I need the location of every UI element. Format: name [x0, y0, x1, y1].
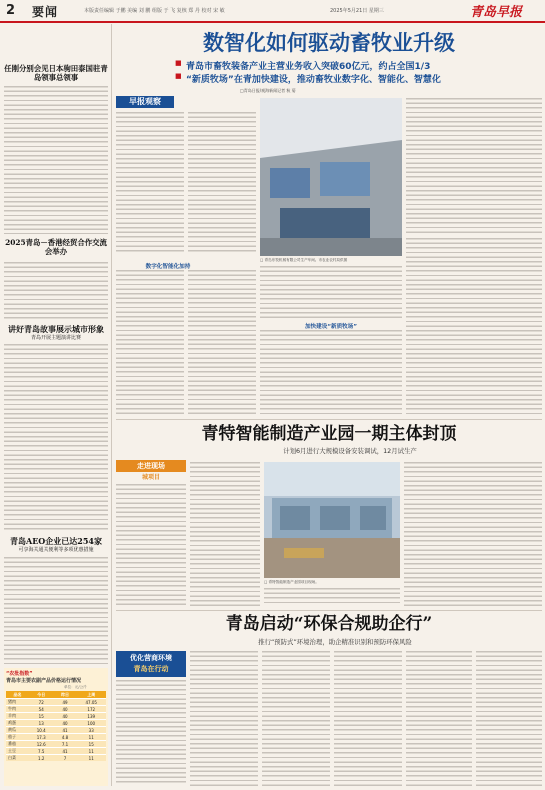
third-body-col3 — [262, 651, 330, 786]
third-body-col4 — [334, 651, 402, 786]
lead-photo-caption: □ 青岛东牧机械有限公司生产车间。市农业农村局供图 — [260, 258, 348, 262]
lead-body-col3 — [406, 98, 542, 234]
headline-hk-trade: 2025青岛－香港经贸合作交流会举办 — [5, 238, 107, 256]
agri-row — [6, 699, 106, 706]
agri-item-name: 黄瓜 — [6, 727, 29, 734]
subhead-speech: 青岛开展主题演讲比赛 — [30, 335, 81, 341]
second-photo-caption: □ 青特智能制造产业园项目现场。 — [264, 580, 319, 584]
agri-item-name: 羊肉 — [6, 713, 29, 720]
column-tag-onsite: 走进现场 — [116, 460, 186, 472]
second-body-col1 — [116, 484, 186, 606]
agri-col-header: 今日 — [29, 691, 54, 699]
agri-price-cell: 11 — [76, 734, 106, 741]
tag-line-1: 优化营商环境 — [130, 654, 172, 662]
story-divider — [116, 610, 542, 611]
agri-item-name: 土豆 — [6, 748, 29, 755]
agri-price-box — [4, 668, 108, 786]
bullet-icon: ■ — [175, 72, 182, 80]
agri-price-cell: 47.05 — [76, 699, 106, 706]
lead-body-col1 — [116, 112, 184, 252]
agri-price-cell: 40 — [54, 706, 77, 713]
industrial-park-photo — [264, 462, 400, 578]
agri-col-header: 上周 — [76, 691, 106, 699]
agri-price-cell: 13 — [29, 720, 54, 727]
agri-item-name: 白菜 — [6, 755, 29, 762]
agri-row — [6, 734, 106, 741]
agri-row — [6, 748, 106, 755]
agri-col-header: 昨日 — [54, 691, 77, 699]
agri-badge: “农批指数” — [6, 671, 33, 677]
agri-price-cell: 1.2 — [29, 755, 54, 762]
agri-row — [6, 713, 106, 720]
second-body-col4 — [404, 462, 542, 606]
agri-item-name: 茄子 — [6, 734, 29, 741]
agri-price-cell: 11 — [76, 755, 106, 762]
agri-item-name: 番茄 — [6, 741, 29, 748]
article-meeting-body — [4, 86, 108, 234]
agri-price-cell: 11 — [76, 748, 106, 755]
lead-byline: □青岛日报/观海新闻记者 秋 菊 — [240, 88, 296, 93]
lead-headline: 数智化如何驱动畜牧业升级 — [203, 30, 455, 55]
third-body-col2 — [190, 651, 258, 786]
agri-item-name: 猪肉 — [6, 699, 29, 706]
agri-price-cell: 54 — [29, 706, 54, 713]
lead-body-col5 — [116, 270, 184, 414]
issue-date: 2025年5月21日 星期三 — [330, 8, 384, 14]
bullet-icon: ■ — [175, 59, 182, 67]
lead-body-col8 — [260, 330, 402, 414]
third-body-col6 — [476, 651, 542, 786]
agri-price-cell: 41 — [54, 748, 77, 755]
second-subhead: 计划6月进行大规模设备安装调试，12月试生产 — [283, 447, 417, 455]
column-tag-business — [116, 651, 186, 677]
agri-price-cell: 40 — [54, 713, 77, 720]
agri-price-cell: 40 — [54, 720, 77, 727]
agri-price-cell: 33 — [76, 727, 106, 734]
section-title: 要闻 — [32, 5, 59, 19]
second-body-col3 — [264, 588, 400, 606]
agri-col-header: 品名 — [6, 691, 29, 699]
agri-price-cell: 139 — [76, 713, 106, 720]
headline-meeting: 任刚分别会见日本驹田泰国驻青岛领事总领事 — [4, 64, 108, 82]
agri-price-cell: 15 — [29, 713, 54, 720]
factory-photo — [260, 98, 402, 256]
lead-subhead-1: 青岛市畜牧装备产业主营业务收入突破60亿元，约占全国1/3 — [186, 62, 431, 72]
section-head-digital: 数字化智能化加持 — [145, 264, 191, 270]
agri-price-cell: 17.3 — [29, 734, 54, 741]
agri-row — [6, 741, 106, 748]
agri-row — [6, 727, 106, 734]
headline-aeo: 青岛AEO企业已达254家 — [10, 536, 102, 546]
agri-price-cell: 12.6 — [29, 741, 54, 748]
page-header — [0, 0, 545, 22]
second-headline: 青特智能制造产业园一期主体封顶 — [201, 424, 457, 444]
article-hk-body — [4, 262, 108, 320]
third-body-col5 — [406, 651, 472, 786]
agri-price-cell: 72 — [29, 699, 54, 706]
agri-price-table — [6, 691, 106, 761]
lead-body-col4 — [406, 238, 542, 414]
agri-price-cell: 49 — [54, 699, 77, 706]
header-rule — [0, 21, 545, 23]
lead-body-col7 — [260, 266, 402, 318]
subhead-aeo: 可享海关通关便利等多项优惠措施 — [18, 547, 94, 553]
article-aeo-body — [4, 557, 108, 665]
agri-row — [6, 706, 106, 713]
lead-subhead-2: “新质牧场”在青加快建设，推动畜牧业数字化、智能化、智慧化 — [186, 75, 441, 85]
observation-tag: 早报观察 — [116, 96, 174, 108]
third-headline: 青岛启动“环保合规助企行” — [225, 614, 433, 634]
agri-item-name: 鸡蛋 — [6, 720, 29, 727]
agri-price-cell: 172 — [76, 706, 106, 713]
editor-credits: 本版责任编辑 于鹏 美编 刘 鹏 组版 于 飞 复核 郑 丹 校对 宋 敏 — [84, 8, 225, 14]
box-head: 加快建设“新质牧场” — [304, 324, 358, 330]
agri-price-cell: 7.1 — [54, 741, 77, 748]
agri-price-cell: 15 — [76, 741, 106, 748]
third-subhead: 推行“预防式”环境治理，助企精准识别和预防环保风险 — [258, 638, 412, 646]
story-divider — [116, 419, 542, 420]
lead-body-col2 — [188, 112, 256, 252]
headline-speech: 讲好青岛故事展示城市形象 — [8, 324, 104, 334]
agri-row — [6, 720, 106, 727]
agri-price-cell: 7.5 — [29, 748, 54, 755]
lead-body-col6 — [188, 270, 256, 414]
agri-item-name: 牛肉 — [6, 706, 29, 713]
column-divider — [111, 24, 112, 786]
agri-row — [6, 755, 106, 762]
agri-unit: 单位：元/公斤 — [64, 685, 87, 689]
tag-line-2: 青岛在行动 — [133, 665, 169, 673]
newspaper-logo: 青岛早报 — [470, 5, 523, 20]
agri-price-cell: 10.4 — [29, 727, 54, 734]
agri-price-cell: 7 — [54, 755, 77, 762]
page-number: 2 — [6, 3, 16, 18]
agri-title: 青岛市主要农副产品价格运行情况 — [6, 678, 82, 684]
second-body-col2 — [190, 462, 260, 606]
third-body-col1 — [116, 680, 186, 786]
agri-price-cell: 100 — [76, 720, 106, 727]
agri-price-cell: 41 — [54, 727, 77, 734]
article-speech-body — [4, 344, 108, 530]
agri-price-cell: 4.8 — [54, 734, 77, 741]
column-tag-project: 城项目 — [141, 474, 160, 481]
